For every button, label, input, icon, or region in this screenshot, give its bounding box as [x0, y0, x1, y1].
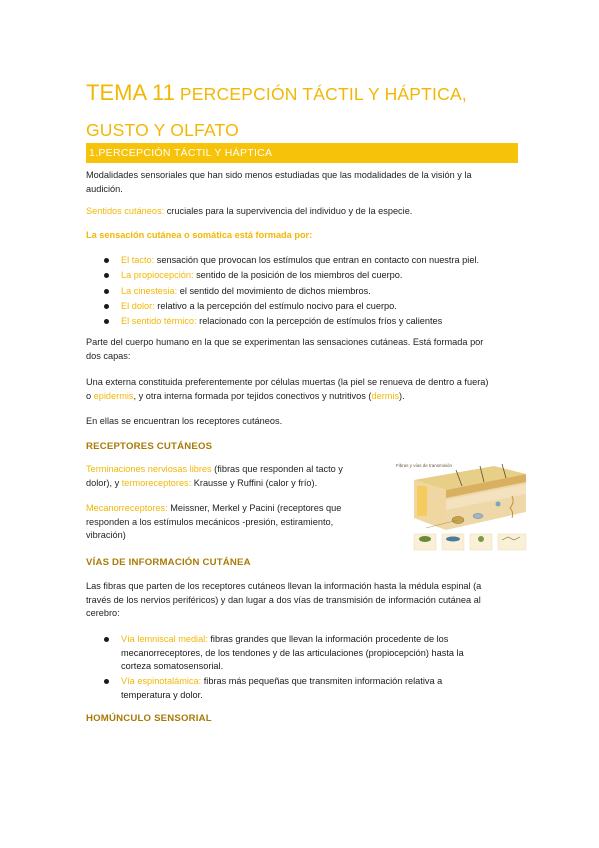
vias-heading: VÍAS DE INFORMACIÓN CUTÁNEA [86, 557, 251, 568]
page-title [86, 76, 526, 149]
receptores-heading: RECEPTORES CUTÁNEOS [86, 441, 213, 452]
bullet-icon [104, 289, 109, 294]
list-item: La propiocepción: sentido de la posición de los miembros del cuerpo. [104, 269, 479, 283]
list-item: La cinestesia: el sentido del movimiento de dichos miembros. [104, 285, 479, 299]
cutaneos-paragraph: Sentidos cutáneos: cruciales para la supervivencia del individuo y de la especie. [86, 206, 413, 216]
cutaneos-term: Sentidos cutáneos: [86, 206, 165, 216]
figure-caption: Fibras y vías de transmisión [396, 463, 453, 468]
piel-paragraph: Parte del cuerpo humano en la que se experimentan las sensaciones cutáneas. Está formada por dos capas: [86, 337, 484, 361]
skin-receptors-figure [394, 460, 530, 552]
capas-paragraph: Una externa constituida preferentemente por células muertas (la piel se renueva de dentro a fuera) o epidermis, y otra interna formada por tejidos conectivos y nutritivos (dermis). [86, 377, 489, 401]
list-item: El tacto: sensación que provocan los estímulos que entran en contacto con nuestra piel. [104, 254, 479, 268]
title-line2: GUSTO Y OLFATO [86, 120, 239, 140]
homunculo-heading: HOMÚNCULO SENSORIAL [86, 713, 212, 724]
bullet-icon [104, 679, 109, 684]
bullet-icon [104, 637, 109, 642]
bullet-icon [104, 319, 109, 324]
mecano-paragraph: Mecanorreceptores: Meissner, Merkel y Pacini (receptores que responden a los estímulos mecánicos -presión, estiramiento, vibración) [86, 503, 342, 540]
section-banner: 1.PERCEPCIÓN TÁCTIL Y HÁPTICA [86, 143, 518, 163]
sensacion-list [104, 254, 479, 330]
sensacion-heading: La sensación cutánea o somática está formada por: [86, 230, 313, 240]
title-number: TEMA 11 [86, 80, 175, 105]
list-item: El dolor: relativo a la percepción del estímulo nocivo para el cuerpo. [104, 300, 479, 314]
terminaciones-paragraph: Terminaciones nerviosas libres (fibras que responden al tacto y dolor), y termoreceptores: Krausse y Ruffini (calor y frío). [86, 464, 343, 488]
bullet-icon [104, 304, 109, 309]
epidermis-term: epidermis [93, 390, 134, 401]
vias-list [104, 633, 484, 704]
vias-intro: Las fibras que parten de los receptores cutáneos llevan la información hasta la médula espinal (a través de los nervios periféricos) y dan lugar a dos vías de transmisión de información cutánea al cerebro: [86, 581, 482, 618]
list-item: Vía lemniscal medial: fibras grandes que llevan la información procedente de los mecanorreceptores, de los tendones y de las articulaciones (propiocepción) hasta la corteza somatosensorial. [104, 633, 484, 674]
receptores-intro: En ellas se encuentran los receptores cutáneos. [86, 416, 283, 426]
bullet-icon [104, 273, 109, 278]
list-item: Vía espinotalámica: fibras más pequeñas que transmiten información relativa a temperatura y dolor. [104, 675, 484, 702]
bullet-icon [104, 258, 109, 263]
title-line1: PERCEPCIÓN TÁCTIL Y HÁPTICA, [174, 84, 467, 104]
intro-paragraph: Modalidades sensoriales que han sido menos estudiadas que las modalidades de la visión y la audición. [86, 170, 472, 194]
dermis-term: dermis [371, 390, 400, 401]
skin-diagram-image [394, 460, 530, 552]
list-item: El sentido térmico: relacionado con la percepción de estímulos fríos y calientes [104, 315, 479, 329]
